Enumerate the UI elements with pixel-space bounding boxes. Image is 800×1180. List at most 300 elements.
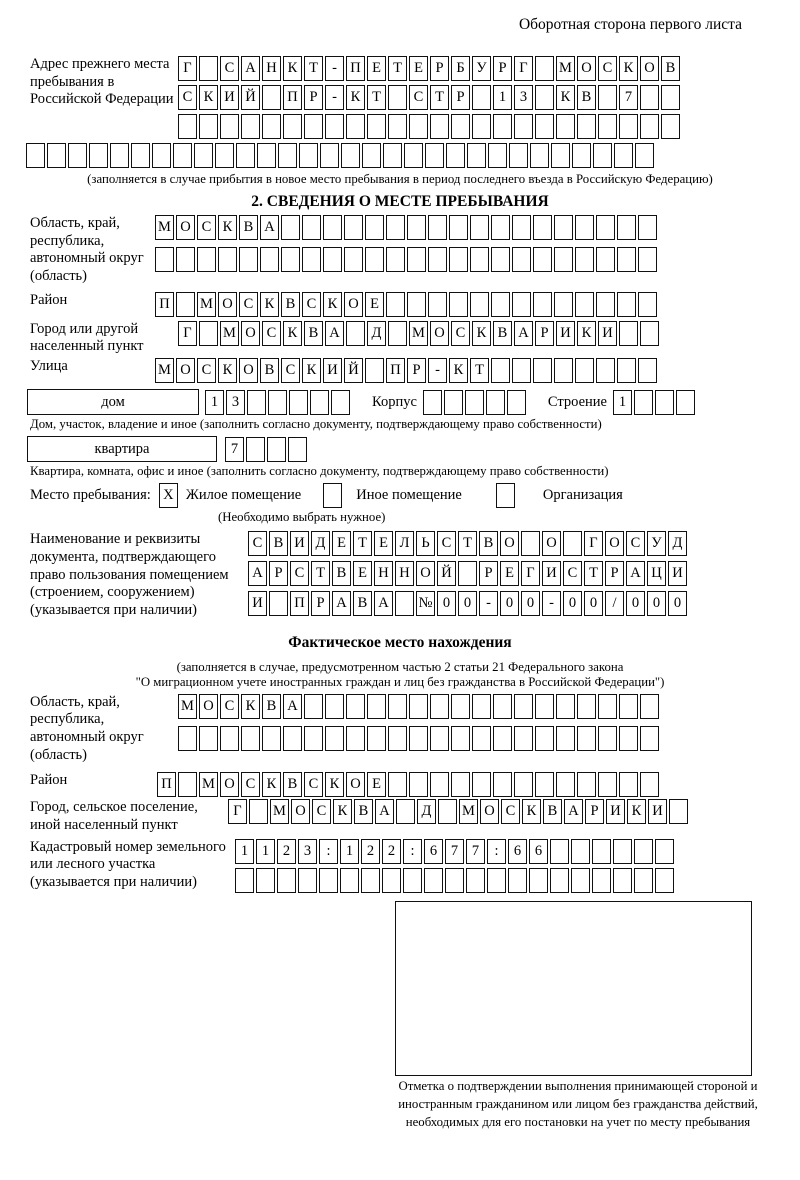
char-box[interactable] <box>325 694 344 719</box>
char-box[interactable] <box>302 215 321 240</box>
char-box[interactable] <box>467 143 486 168</box>
char-box[interactable]: А <box>332 591 351 616</box>
char-box[interactable]: К <box>522 799 541 824</box>
char-box[interactable] <box>241 726 260 751</box>
char-box[interactable]: А <box>375 799 394 824</box>
char-box[interactable]: М <box>197 292 216 317</box>
char-box[interactable] <box>304 114 323 139</box>
char-box[interactable]: Т <box>353 531 372 556</box>
char-box[interactable]: О <box>500 531 519 556</box>
char-box[interactable] <box>619 694 638 719</box>
char-box[interactable]: К <box>627 799 646 824</box>
char-box[interactable] <box>178 114 197 139</box>
char-box[interactable]: Т <box>458 531 477 556</box>
char-box[interactable] <box>176 247 195 272</box>
char-box[interactable]: К <box>302 358 321 383</box>
char-box[interactable] <box>551 143 570 168</box>
char-box[interactable] <box>89 143 108 168</box>
char-box[interactable]: 6 <box>529 839 548 864</box>
char-box[interactable] <box>470 292 489 317</box>
char-box[interactable]: 1 <box>493 85 512 110</box>
char-box[interactable] <box>638 292 657 317</box>
char-box[interactable] <box>472 726 491 751</box>
char-box[interactable]: Т <box>584 561 603 586</box>
char-box[interactable] <box>325 726 344 751</box>
char-box[interactable]: О <box>291 799 310 824</box>
char-box[interactable] <box>655 839 674 864</box>
char-box[interactable]: 7 <box>445 839 464 864</box>
char-box[interactable] <box>428 215 447 240</box>
char-box[interactable] <box>449 292 468 317</box>
char-box[interactable]: М <box>409 321 428 346</box>
char-box[interactable] <box>577 694 596 719</box>
char-box[interactable]: С <box>197 358 216 383</box>
char-box[interactable] <box>535 114 554 139</box>
char-box[interactable] <box>299 143 318 168</box>
char-box[interactable]: / <box>605 591 624 616</box>
char-box[interactable] <box>395 591 414 616</box>
char-box[interactable]: О <box>176 358 195 383</box>
char-box[interactable] <box>246 437 265 462</box>
char-box[interactable] <box>470 215 489 240</box>
char-box[interactable] <box>638 215 657 240</box>
char-box[interactable]: И <box>668 561 687 586</box>
char-box[interactable] <box>283 114 302 139</box>
char-box[interactable] <box>572 143 591 168</box>
char-box[interactable] <box>491 215 510 240</box>
char-box[interactable] <box>619 772 638 797</box>
char-box[interactable] <box>488 143 507 168</box>
char-box[interactable] <box>365 358 384 383</box>
char-box[interactable] <box>472 694 491 719</box>
char-box[interactable] <box>655 390 674 415</box>
char-box[interactable]: В <box>260 358 279 383</box>
char-box[interactable] <box>249 799 268 824</box>
char-box[interactable] <box>550 839 569 864</box>
char-box[interactable] <box>472 772 491 797</box>
char-box[interactable] <box>407 247 426 272</box>
char-box[interactable] <box>283 726 302 751</box>
char-box[interactable]: О <box>605 531 624 556</box>
char-box[interactable]: Т <box>388 56 407 81</box>
char-box[interactable] <box>199 114 218 139</box>
char-box[interactable]: Е <box>500 561 519 586</box>
char-box[interactable] <box>635 143 654 168</box>
char-box[interactable] <box>512 358 531 383</box>
char-box[interactable]: М <box>178 694 197 719</box>
char-box[interactable] <box>131 143 150 168</box>
char-box[interactable]: М <box>270 799 289 824</box>
char-box[interactable]: К <box>283 56 302 81</box>
char-box[interactable] <box>619 114 638 139</box>
char-box[interactable] <box>554 247 573 272</box>
char-box[interactable] <box>289 390 308 415</box>
char-box[interactable]: К <box>333 799 352 824</box>
char-box[interactable]: Р <box>430 56 449 81</box>
char-box[interactable]: С <box>281 358 300 383</box>
char-box[interactable] <box>449 247 468 272</box>
char-box[interactable] <box>465 390 484 415</box>
char-box[interactable] <box>535 694 554 719</box>
char-box[interactable] <box>409 694 428 719</box>
char-box[interactable] <box>319 868 338 893</box>
char-box[interactable]: С <box>241 772 260 797</box>
char-box[interactable] <box>298 868 317 893</box>
char-box[interactable]: О <box>640 56 659 81</box>
char-box[interactable] <box>491 247 510 272</box>
char-box[interactable]: 0 <box>626 591 645 616</box>
char-box[interactable]: 2 <box>361 839 380 864</box>
char-box[interactable] <box>340 868 359 893</box>
char-box[interactable]: Р <box>493 56 512 81</box>
char-box[interactable] <box>346 694 365 719</box>
char-box[interactable] <box>424 868 443 893</box>
char-box[interactable]: И <box>542 561 561 586</box>
char-box[interactable]: 1 <box>613 390 632 415</box>
char-box[interactable]: М <box>459 799 478 824</box>
char-box[interactable]: Т <box>430 85 449 110</box>
char-box[interactable]: С <box>312 799 331 824</box>
char-box[interactable]: П <box>157 772 176 797</box>
char-box[interactable] <box>619 726 638 751</box>
char-box[interactable] <box>428 247 447 272</box>
char-box[interactable]: 0 <box>668 591 687 616</box>
char-box[interactable] <box>554 358 573 383</box>
char-box[interactable]: А <box>374 591 393 616</box>
char-box[interactable]: М <box>155 215 174 240</box>
char-box[interactable] <box>514 694 533 719</box>
char-box[interactable]: Т <box>367 85 386 110</box>
char-box[interactable]: Д <box>417 799 436 824</box>
char-box[interactable] <box>262 114 281 139</box>
char-box[interactable] <box>199 321 218 346</box>
char-box[interactable] <box>638 358 657 383</box>
char-box[interactable]: М <box>556 56 575 81</box>
char-box[interactable]: И <box>598 321 617 346</box>
char-box[interactable] <box>302 247 321 272</box>
char-box[interactable] <box>445 868 464 893</box>
char-box[interactable] <box>325 114 344 139</box>
char-box[interactable]: С <box>220 56 239 81</box>
char-box[interactable] <box>173 143 192 168</box>
char-box[interactable] <box>530 143 549 168</box>
char-box[interactable] <box>388 321 407 346</box>
char-box[interactable] <box>613 868 632 893</box>
char-box[interactable] <box>277 868 296 893</box>
char-box[interactable]: 7 <box>466 839 485 864</box>
char-box[interactable] <box>423 390 442 415</box>
char-box[interactable] <box>331 390 350 415</box>
char-box[interactable]: И <box>323 358 342 383</box>
char-box[interactable]: А <box>260 215 279 240</box>
char-box[interactable]: Н <box>395 561 414 586</box>
char-box[interactable] <box>247 390 266 415</box>
char-box[interactable]: - <box>325 56 344 81</box>
char-box[interactable] <box>268 390 287 415</box>
char-box[interactable] <box>310 390 329 415</box>
char-box[interactable] <box>320 143 339 168</box>
char-box[interactable]: Н <box>262 56 281 81</box>
char-box[interactable] <box>493 114 512 139</box>
char-box[interactable] <box>409 726 428 751</box>
char-box[interactable] <box>577 114 596 139</box>
char-box[interactable]: 1 <box>256 839 275 864</box>
char-box[interactable]: В <box>304 321 323 346</box>
char-box[interactable] <box>215 143 234 168</box>
char-box[interactable] <box>575 247 594 272</box>
char-box[interactable]: С <box>437 531 456 556</box>
char-box[interactable] <box>676 390 695 415</box>
char-box[interactable]: Т <box>470 358 489 383</box>
char-box[interactable] <box>487 868 506 893</box>
char-box[interactable] <box>493 772 512 797</box>
char-box[interactable]: К <box>325 772 344 797</box>
char-box[interactable]: 6 <box>508 839 527 864</box>
char-box[interactable]: Р <box>535 321 554 346</box>
char-box[interactable] <box>491 358 510 383</box>
char-box[interactable] <box>638 247 657 272</box>
char-box[interactable] <box>278 143 297 168</box>
char-box[interactable] <box>446 143 465 168</box>
char-box[interactable]: П <box>290 591 309 616</box>
char-box[interactable]: К <box>218 358 237 383</box>
char-box[interactable]: Д <box>668 531 687 556</box>
char-box[interactable] <box>430 114 449 139</box>
char-box[interactable] <box>323 247 342 272</box>
char-box[interactable]: Б <box>451 56 470 81</box>
char-box[interactable] <box>257 143 276 168</box>
char-box[interactable] <box>269 591 288 616</box>
char-box[interactable] <box>598 772 617 797</box>
char-box[interactable]: В <box>577 85 596 110</box>
char-box[interactable] <box>388 772 407 797</box>
char-box[interactable] <box>365 215 384 240</box>
char-box[interactable]: Р <box>269 561 288 586</box>
char-box[interactable]: 3 <box>298 839 317 864</box>
char-box[interactable]: В <box>543 799 562 824</box>
char-box[interactable] <box>281 215 300 240</box>
char-box[interactable] <box>634 868 653 893</box>
char-box[interactable] <box>614 143 633 168</box>
char-box[interactable] <box>451 694 470 719</box>
char-box[interactable]: 2 <box>277 839 296 864</box>
char-box[interactable]: К <box>323 292 342 317</box>
char-box[interactable] <box>521 531 540 556</box>
char-box[interactable]: Г <box>178 56 197 81</box>
char-box[interactable]: К <box>262 772 281 797</box>
char-box[interactable] <box>341 143 360 168</box>
char-box[interactable]: О <box>346 772 365 797</box>
char-box[interactable]: : <box>319 839 338 864</box>
char-box[interactable]: П <box>283 85 302 110</box>
char-box[interactable] <box>430 694 449 719</box>
char-box[interactable] <box>323 215 342 240</box>
char-box[interactable]: О <box>218 292 237 317</box>
char-box[interactable]: П <box>346 56 365 81</box>
char-box[interactable] <box>535 726 554 751</box>
char-box[interactable]: 0 <box>521 591 540 616</box>
char-box[interactable] <box>403 868 422 893</box>
char-box[interactable] <box>396 799 415 824</box>
char-box[interactable]: К <box>449 358 468 383</box>
char-box[interactable]: 7 <box>619 85 638 110</box>
char-box[interactable] <box>382 868 401 893</box>
char-box[interactable]: О <box>344 292 363 317</box>
char-box[interactable]: Е <box>365 292 384 317</box>
char-box[interactable] <box>592 868 611 893</box>
char-box[interactable] <box>367 726 386 751</box>
char-box[interactable] <box>617 358 636 383</box>
char-box[interactable] <box>425 143 444 168</box>
char-box[interactable] <box>619 321 638 346</box>
char-box[interactable]: - <box>479 591 498 616</box>
char-box[interactable]: П <box>386 358 405 383</box>
char-box[interactable]: Т <box>311 561 330 586</box>
char-box[interactable]: 1 <box>340 839 359 864</box>
char-box[interactable]: М <box>199 772 218 797</box>
char-box[interactable] <box>596 358 615 383</box>
char-box[interactable] <box>472 114 491 139</box>
char-box[interactable]: К <box>619 56 638 81</box>
char-box[interactable]: Г <box>514 56 533 81</box>
char-box[interactable] <box>554 215 573 240</box>
char-box[interactable] <box>220 726 239 751</box>
char-box[interactable] <box>260 247 279 272</box>
char-box[interactable] <box>428 292 447 317</box>
char-box[interactable] <box>617 215 636 240</box>
char-box[interactable] <box>575 215 594 240</box>
char-box[interactable]: И <box>248 591 267 616</box>
char-box[interactable]: С <box>290 561 309 586</box>
char-box[interactable]: № <box>416 591 435 616</box>
char-box[interactable] <box>563 531 582 556</box>
char-box[interactable]: В <box>493 321 512 346</box>
char-box[interactable] <box>458 561 477 586</box>
char-box[interactable]: С <box>451 321 470 346</box>
char-box[interactable] <box>491 292 510 317</box>
char-box[interactable] <box>409 114 428 139</box>
char-box[interactable] <box>529 868 548 893</box>
char-box[interactable] <box>155 247 174 272</box>
char-box[interactable]: Й <box>437 561 456 586</box>
char-box[interactable] <box>288 437 307 462</box>
char-box[interactable]: С <box>302 292 321 317</box>
char-box[interactable] <box>535 56 554 81</box>
char-box[interactable]: В <box>354 799 373 824</box>
char-box[interactable]: С <box>178 85 197 110</box>
char-box[interactable]: 1 <box>235 839 254 864</box>
char-box[interactable] <box>197 247 216 272</box>
char-box[interactable] <box>344 215 363 240</box>
char-box[interactable] <box>512 247 531 272</box>
char-box[interactable] <box>178 726 197 751</box>
char-box[interactable]: 0 <box>458 591 477 616</box>
char-box[interactable]: 2 <box>382 839 401 864</box>
char-box[interactable] <box>470 247 489 272</box>
char-box[interactable] <box>361 868 380 893</box>
char-box[interactable] <box>508 868 527 893</box>
char-box[interactable] <box>199 726 218 751</box>
char-box[interactable]: А <box>248 561 267 586</box>
char-box[interactable] <box>152 143 171 168</box>
char-box[interactable]: О <box>176 215 195 240</box>
char-box[interactable] <box>575 292 594 317</box>
char-box[interactable] <box>661 85 680 110</box>
char-box[interactable]: О <box>430 321 449 346</box>
char-box[interactable]: В <box>283 772 302 797</box>
char-box[interactable] <box>613 839 632 864</box>
char-box[interactable] <box>444 390 463 415</box>
char-box[interactable]: И <box>556 321 575 346</box>
char-box[interactable] <box>617 247 636 272</box>
char-box[interactable] <box>388 726 407 751</box>
char-box[interactable]: С <box>239 292 258 317</box>
char-box[interactable] <box>344 247 363 272</box>
char-box[interactable] <box>655 868 674 893</box>
char-box[interactable]: Е <box>367 772 386 797</box>
char-box[interactable] <box>472 85 491 110</box>
char-box[interactable] <box>26 143 45 168</box>
char-box[interactable] <box>241 114 260 139</box>
char-box[interactable]: Г <box>521 561 540 586</box>
char-box[interactable]: А <box>283 694 302 719</box>
char-box[interactable]: 0 <box>584 591 603 616</box>
char-box[interactable] <box>533 292 552 317</box>
char-box[interactable]: А <box>626 561 645 586</box>
char-box[interactable] <box>178 772 197 797</box>
char-box[interactable]: О <box>241 321 260 346</box>
char-box[interactable]: К <box>472 321 491 346</box>
char-box[interactable] <box>556 694 575 719</box>
char-box[interactable]: В <box>661 56 680 81</box>
char-box[interactable]: В <box>332 561 351 586</box>
char-box[interactable]: С <box>409 85 428 110</box>
char-box[interactable] <box>598 726 617 751</box>
char-box[interactable] <box>507 390 526 415</box>
char-box[interactable]: Г <box>178 321 197 346</box>
char-box[interactable]: 6 <box>424 839 443 864</box>
char-box[interactable] <box>218 247 237 272</box>
char-box[interactable] <box>493 694 512 719</box>
char-box[interactable]: Й <box>344 358 363 383</box>
char-box[interactable]: Ь <box>416 531 435 556</box>
char-box[interactable] <box>176 292 195 317</box>
char-box[interactable]: С <box>220 694 239 719</box>
char-box[interactable] <box>362 143 381 168</box>
char-box[interactable] <box>386 215 405 240</box>
char-box[interactable]: Л <box>395 531 414 556</box>
char-box[interactable] <box>407 215 426 240</box>
char-box[interactable]: В <box>479 531 498 556</box>
char-box[interactable]: О <box>220 772 239 797</box>
char-box[interactable]: О <box>199 694 218 719</box>
char-box[interactable] <box>535 772 554 797</box>
char-box[interactable]: В <box>353 591 372 616</box>
char-box[interactable] <box>407 292 426 317</box>
char-box[interactable] <box>304 694 323 719</box>
char-box[interactable]: 0 <box>647 591 666 616</box>
char-box[interactable]: К <box>241 694 260 719</box>
char-box[interactable]: 3 <box>226 390 245 415</box>
char-box[interactable]: Г <box>228 799 247 824</box>
char-box[interactable] <box>634 390 653 415</box>
char-box[interactable]: И <box>290 531 309 556</box>
char-box[interactable] <box>346 114 365 139</box>
checkbox-organization[interactable] <box>496 483 515 508</box>
char-box[interactable]: И <box>648 799 667 824</box>
char-box[interactable] <box>365 247 384 272</box>
char-box[interactable] <box>383 143 402 168</box>
